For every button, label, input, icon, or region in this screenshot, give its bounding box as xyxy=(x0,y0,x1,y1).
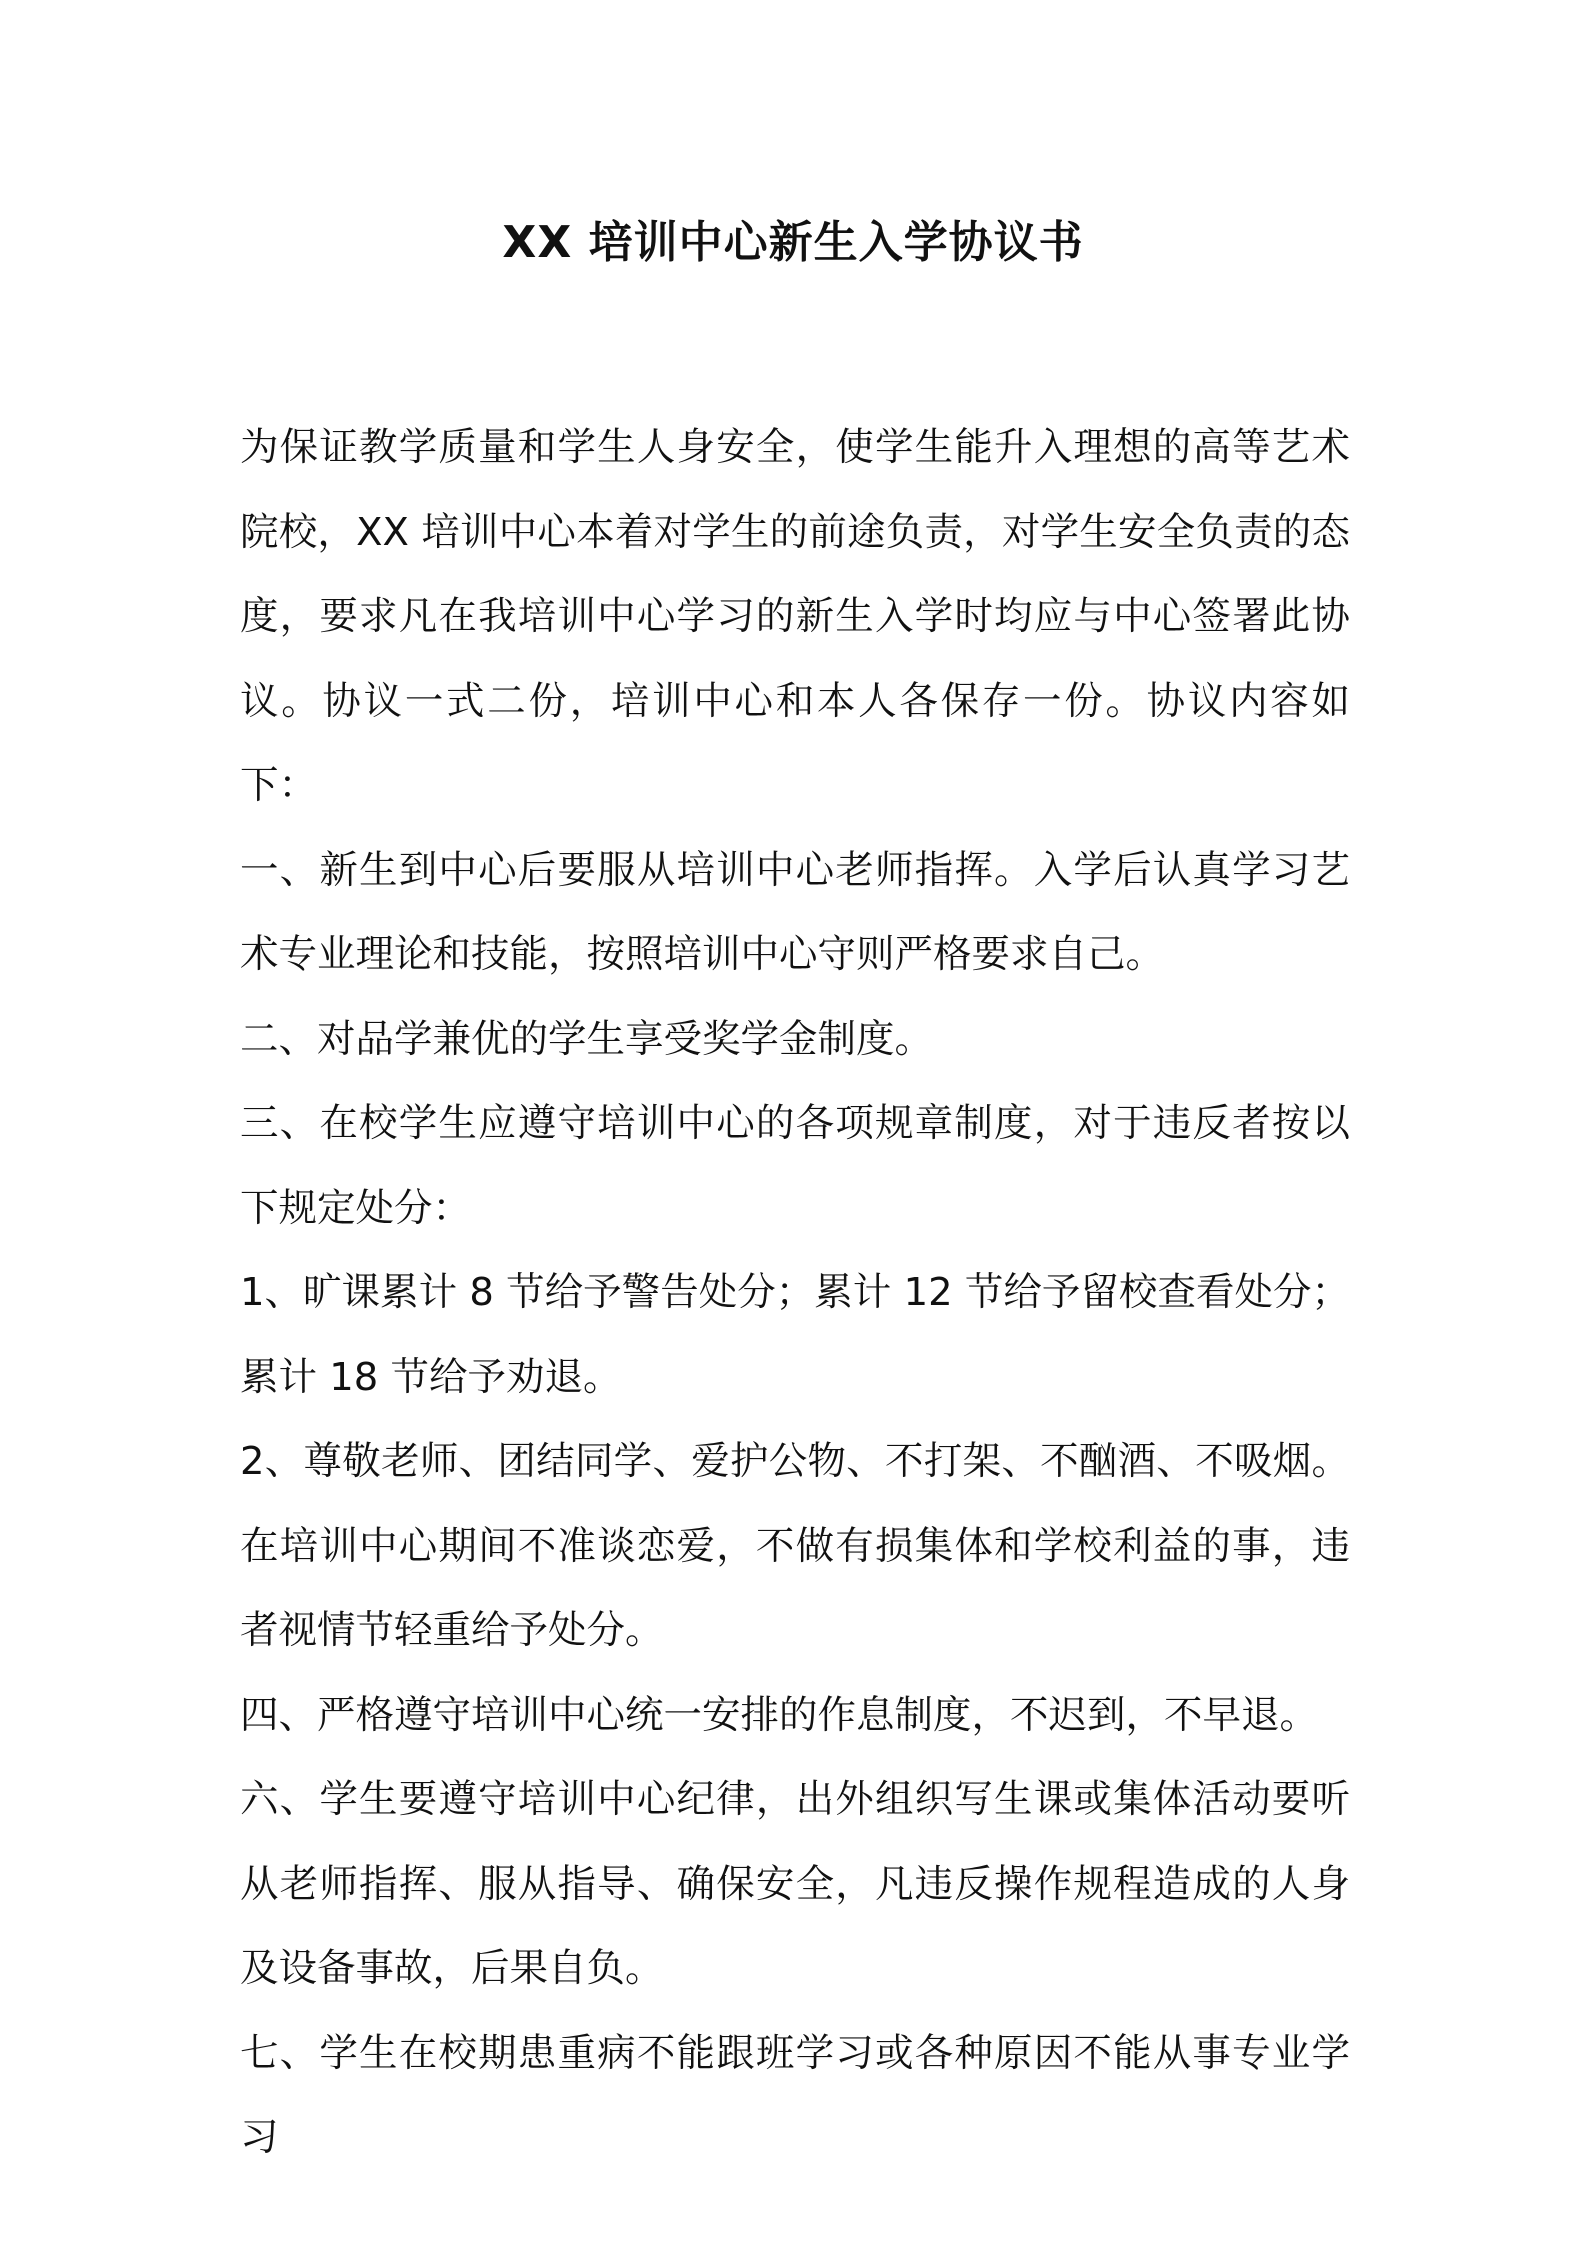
paragraph-clause-3-item-2: 2、尊敬老师、团结同学、爱护公物、不打架、不酗酒、不吸烟。在培训中心期间不准谈恋爱，不做有损集体和学校利益的事，违者视情节轻重给予处分。 xyxy=(240,1439,1350,1653)
document-title: XX 培训中心新生入学协议书 xyxy=(502,217,1084,268)
paragraph-clause-3-item-1: 1、旷课累计 8 节给予警告处分；累计 12 节给予留校查看处分；累计 18 节给予劝退。 xyxy=(240,1270,1350,1400)
paragraph-clause-4: 四、严格遵守培训中心统一安排的作息制度，不迟到，不早退。 xyxy=(240,1692,1319,1738)
paragraph-clause-6: 六、学生要遵守培训中心纪律，出外组织写生课或集体活动要听从老师指挥、服从指导、确保安全，凡违反操作规程造成的人身及设备事故，后果自负。 xyxy=(240,1777,1350,1991)
paragraph-clause-7: 七、学生在校期患重病不能跟班学习或各种原因不能从事专业学习 xyxy=(240,2030,1350,2160)
paragraph-clause-3: 三、在校学生应遵守培训中心的各项规章制度，对于违反者按以下规定处分： xyxy=(240,1101,1350,1231)
document-body xyxy=(240,406,1350,2181)
paragraph-clause-2: 二、对品学兼优的学生享受奖学金制度。 xyxy=(240,1016,934,1062)
paragraph-clause-1: 一、新生到中心后要服从培训中心老师指挥。入学后认真学习艺术专业理论和技能，按照培训中心守则严格要求自己。 xyxy=(240,847,1350,977)
paragraph-intro: 为保证教学质量和学生人身安全，使学生能升入理想的高等艺术院校，XX 培训中心本着对学生的前途负责，对学生安全负责的态度，要求凡在我培训中心学习的新生入学时均应与中心签署此协议。协议一式二份，培训中心和本人各保存一份。协议内容如下： xyxy=(240,425,1350,808)
